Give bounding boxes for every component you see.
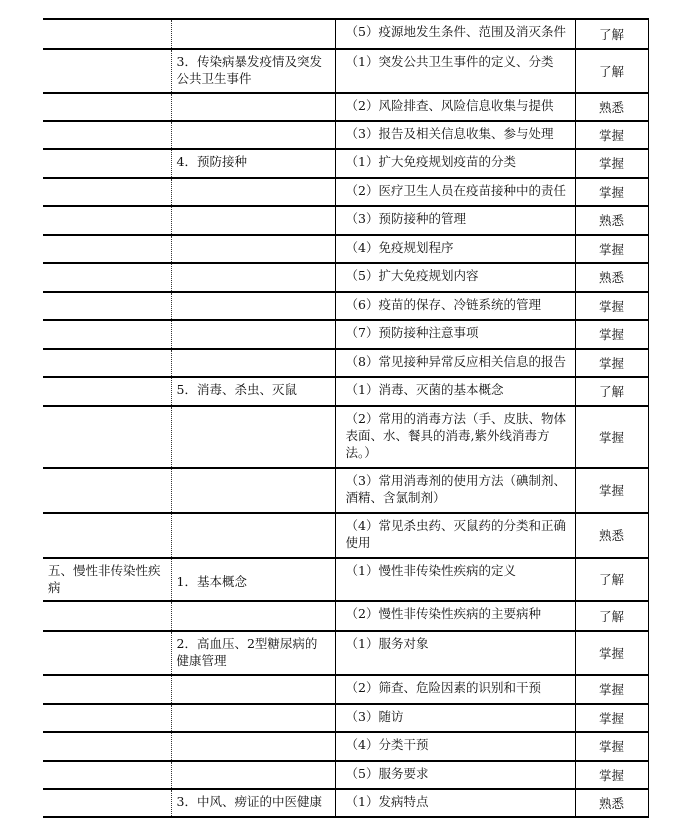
unit-cell: [43, 631, 171, 675]
content-cell: （1）突发公共卫生事件的定义、分类: [335, 49, 575, 93]
requirement-cell: 掌握: [575, 121, 648, 149]
unit-cell: [43, 19, 171, 49]
topic-cell: [171, 93, 335, 121]
unit-cell: [43, 235, 171, 263]
requirement-cell: 掌握: [575, 292, 648, 320]
requirement-cell: 掌握: [575, 761, 648, 789]
topic-cell: [171, 19, 335, 49]
topic-cell: [171, 320, 335, 349]
unit-cell: [43, 320, 171, 349]
unit-cell: [43, 601, 171, 631]
content-cell: （4）分类干预: [335, 732, 575, 761]
content-cell: （7）预防接种注意事项: [335, 320, 575, 349]
topic-cell: [171, 675, 335, 704]
topic-cell: [171, 292, 335, 320]
content-cell: （3）随访: [335, 704, 575, 732]
content-cell: （5）服务要求: [335, 761, 575, 789]
table-row: [43, 349, 648, 377]
topic-cell: [171, 349, 335, 377]
requirement-cell: 掌握: [575, 349, 648, 377]
unit-cell: [43, 789, 171, 817]
content-cell: （3）预防接种的管理: [335, 206, 575, 235]
content-cell: （1）发病特点: [335, 789, 575, 817]
topic-cell: 3．中风、痨证的中医健康: [171, 789, 335, 817]
table-row: [43, 732, 648, 761]
content-cell: （1）慢性非传染性疾病的定义: [335, 558, 575, 601]
content-cell: （3）报告及相关信息收集、参与处理: [335, 121, 575, 149]
topic-cell: [171, 235, 335, 263]
requirement-cell: 掌握: [575, 320, 648, 349]
table-row: [43, 178, 648, 206]
requirement-cell: 掌握: [575, 631, 648, 675]
table-row: [43, 513, 648, 558]
topic-cell: 2．高血压、2型糖尿病的健康管理: [171, 631, 335, 675]
syllabus-table-body: [43, 19, 648, 817]
content-cell: （6）疫苗的保存、冷链系统的管理: [335, 292, 575, 320]
requirement-cell: 了解: [575, 601, 648, 631]
topic-cell: [171, 513, 335, 558]
table-row: [43, 263, 648, 292]
topic-cell: [171, 178, 335, 206]
table-row: [43, 468, 648, 513]
topic-cell: [171, 704, 335, 732]
table-row: [43, 558, 648, 601]
table-row: [43, 601, 648, 631]
table-row: [43, 121, 648, 149]
content-cell: （5）扩大免疫规划内容: [335, 263, 575, 292]
content-cell: （1）消毒、灭菌的基本概念: [335, 377, 575, 406]
requirement-cell: 熟悉: [575, 93, 648, 121]
requirement-cell: 掌握: [575, 149, 648, 178]
content-cell: （1）服务对象: [335, 631, 575, 675]
requirement-cell: 了解: [575, 377, 648, 406]
table-row: [43, 93, 648, 121]
content-cell: （2）筛查、危险因素的识别和干预: [335, 675, 575, 704]
requirement-cell: 熟悉: [575, 206, 648, 235]
topic-cell: 3．传染病暴发疫情及突发公共卫生事件: [171, 49, 335, 93]
content-cell: （3）常用消毒剂的使用方法（碘制剂、酒精、含氯制剂）: [335, 468, 575, 513]
unit-cell: [43, 704, 171, 732]
requirement-cell: 熟悉: [575, 513, 648, 558]
content-cell: （2）风险排查、风险信息收集与提供: [335, 93, 575, 121]
topic-cell: [171, 761, 335, 789]
unit-cell: [43, 406, 171, 468]
requirement-cell: 掌握: [575, 235, 648, 263]
unit-cell: [43, 732, 171, 761]
requirement-cell: 掌握: [575, 704, 648, 732]
table-row: [43, 149, 648, 178]
unit-cell: [43, 263, 171, 292]
topic-cell: [171, 206, 335, 235]
content-cell: （2）常用的消毒方法（手、皮肤、物体表面、水、餐具的消毒,紫外线消毒方法。）: [335, 406, 575, 468]
table-row: [43, 377, 648, 406]
table-row: [43, 675, 648, 704]
requirement-cell: 了解: [575, 558, 648, 601]
unit-cell: [43, 206, 171, 235]
table-row: [43, 19, 648, 49]
content-cell: （5）疫源地发生条件、范围及消灭条件: [335, 19, 575, 49]
topic-cell: [171, 406, 335, 468]
unit-cell: [43, 93, 171, 121]
table-row: [43, 49, 648, 93]
unit-cell: [43, 292, 171, 320]
unit-cell: [43, 761, 171, 789]
content-cell: （4）免疫规划程序: [335, 235, 575, 263]
unit-cell: [43, 513, 171, 558]
requirement-cell: 了解: [575, 19, 648, 49]
requirement-cell: 熟悉: [575, 789, 648, 817]
requirement-cell: 掌握: [575, 406, 648, 468]
table-row: [43, 761, 648, 789]
table-row: [43, 320, 648, 349]
unit-cell: [43, 149, 171, 178]
unit-cell: [43, 49, 171, 93]
table-row: [43, 631, 648, 675]
topic-cell: 4．预防接种: [171, 149, 335, 178]
content-cell: （2）慢性非传染性疾病的主要病种: [335, 601, 575, 631]
unit-cell: [43, 178, 171, 206]
unit-cell: 五、慢性非传染性疾病: [43, 558, 171, 601]
table-row: [43, 789, 648, 817]
content-cell: （4）常见杀虫药、灭鼠药的分类和正确使用: [335, 513, 575, 558]
topic-cell: [171, 263, 335, 292]
unit-cell: [43, 377, 171, 406]
syllabus-table: [43, 18, 649, 818]
table-row: [43, 704, 648, 732]
requirement-cell: 了解: [575, 49, 648, 93]
table-row: [43, 292, 648, 320]
topic-cell: 5．消毒、杀虫、灭鼠: [171, 377, 335, 406]
content-cell: （1）扩大免疫规划疫苗的分类: [335, 149, 575, 178]
topic-cell: [171, 468, 335, 513]
unit-cell: [43, 468, 171, 513]
requirement-cell: 掌握: [575, 732, 648, 761]
requirement-cell: 掌握: [575, 468, 648, 513]
content-cell: （8）常见接种异常反应相关信息的报告: [335, 349, 575, 377]
table-row: [43, 206, 648, 235]
table-row: [43, 406, 648, 468]
table-row: [43, 235, 648, 263]
unit-cell: [43, 675, 171, 704]
unit-cell: [43, 349, 171, 377]
topic-cell: [171, 121, 335, 149]
topic-cell: [171, 601, 335, 631]
requirement-cell: 熟悉: [575, 263, 648, 292]
requirement-cell: 掌握: [575, 178, 648, 206]
topic-cell: [171, 732, 335, 761]
requirement-cell: 掌握: [575, 675, 648, 704]
topic-cell: 1．基本概念: [171, 558, 335, 601]
content-cell: （2）医疗卫生人员在疫苗接种中的责任: [335, 178, 575, 206]
unit-cell: [43, 121, 171, 149]
